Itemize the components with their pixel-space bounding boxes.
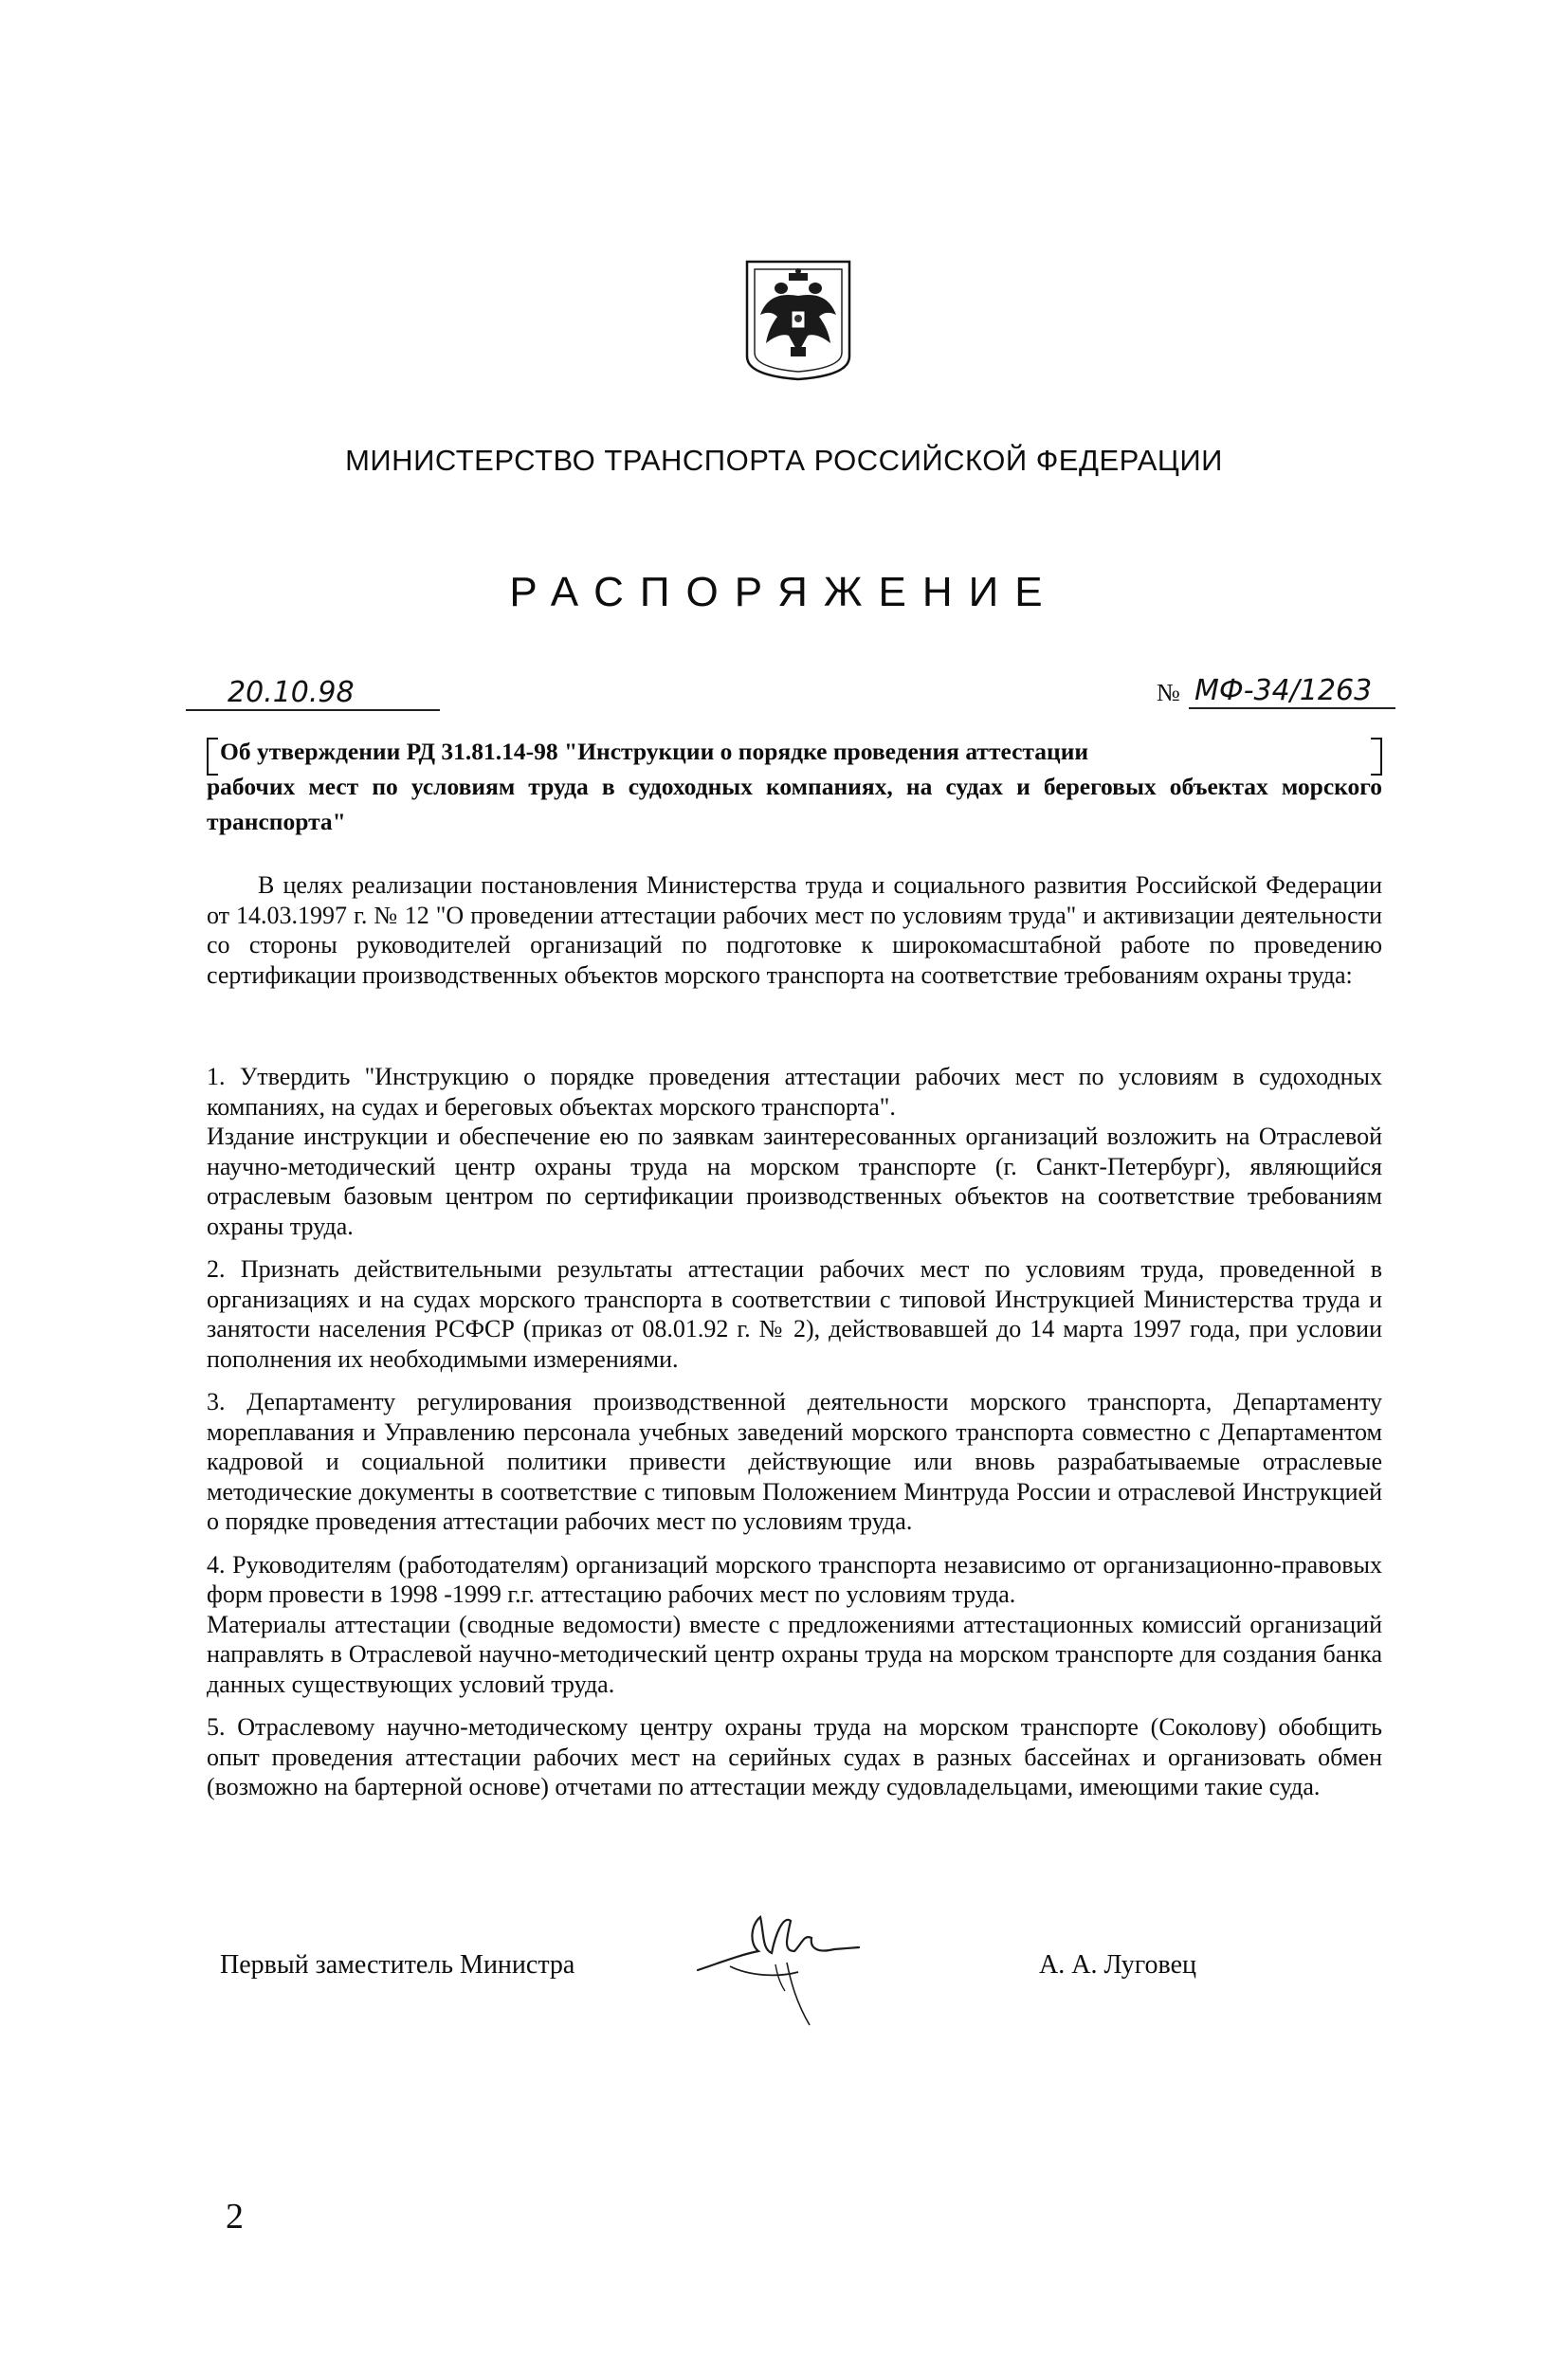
handwritten-signature bbox=[692, 1896, 872, 2034]
item-4-text-continued: Материалы аттестации (сводные ведомости) вместе с предложениями аттестационных комиссий организаций направлять в Отраслевой научно-методический центр охраны труда на морском транспорте для создания банка данных существующих условий труда. bbox=[207, 1610, 1382, 1698]
item-3-text: 3. Департаменту регулирования производственной деятельности морского транспорта, Департаменту мореплавания и Управлению персонала учебных заведений морского транспорта совместно с Департаментом кадровой и социальной политики привести действующие или вновь разрабатываемые отраслевые методические документы в соответствие с типовым Положением Минтруда России и отраслевой Инструкцией о порядке проведения аттестации рабочих мест по условиям труда. bbox=[207, 1388, 1382, 1535]
subject-line-1: Об утверждении РД 31.81.14-98 "Инструкции о порядке проведения аттестации bbox=[220, 738, 1089, 765]
order-item-3 bbox=[207, 1387, 1382, 1537]
order-subject bbox=[207, 734, 1382, 839]
coat-of-arms-emblem bbox=[739, 258, 857, 383]
document-number-field bbox=[1157, 669, 1395, 709]
item-5-text: 5. Отраслевому научно-методическому центру охраны труда на морском транспорте (Соколову) обобщить опыт проведения аттестации рабочих мест на серийных судах в разных бассейнах и организовать обмен (возможно на бартерной основе) отчетами по аттестации между судовладельцами, имеющими такие суда. bbox=[207, 1713, 1382, 1800]
order-items bbox=[207, 1062, 1382, 1802]
preamble-paragraph: В целях реализации постановления Министерства труда и социального развития Российской Федерации от 14.03.1997 г. № 12 "О проведении аттестации рабочих мест по условиям труда" и активизации деятельности со стороны руководителей организаций по подготовке к широкомасштабной работе по проведению сертификации производственных объектов морского транспорта на соответствие требованиям охраны труда: bbox=[207, 871, 1382, 989]
handwritten-number: МФ-34/1263 bbox=[1194, 674, 1373, 707]
order-item-4 bbox=[207, 1550, 1382, 1700]
signatory-title: Первый заместитель Министра bbox=[220, 1950, 575, 1980]
number-line bbox=[1189, 669, 1395, 709]
ministry-title: МИНИСТЕРСТВО ТРАНСПОРТА РОССИЙСКОЙ ФЕДЕРАЦИИ bbox=[345, 444, 1223, 477]
date-field bbox=[186, 669, 440, 711]
item-4-text: 4. Руководителям (работодателям) организаций морского транспорта независимо от организационно-правовых форм провести в 1998 -1999 г.г. аттестацию рабочих мест по условиям труда. bbox=[207, 1550, 1382, 1608]
signatory-name: А. А. Луговец bbox=[1039, 1950, 1196, 1980]
order-item-5 bbox=[207, 1712, 1382, 1802]
number-sign: № bbox=[1157, 679, 1180, 706]
order-item-1 bbox=[207, 1062, 1382, 1241]
handwritten-date: 20.10.98 bbox=[228, 676, 355, 709]
document-type-heading: РАСПОРЯЖЕНИЕ bbox=[509, 569, 1059, 615]
subject-line-rest: рабочих мест по условиям труда в судоходных компаниях, на судах и береговых объектах морского транспорта" bbox=[207, 773, 1382, 835]
item-1-text: 1. Утвердить "Инструкцию о порядке проведения аттестации рабочих мест по условиям в судоходных компаниях, на судах и береговых объектах морского транспорта". bbox=[207, 1063, 1382, 1121]
item-2-text: 2. Признать действительными результаты аттестации рабочих мест по условиям труда, проведенной в организациях и на судах морского транспорта в соответствии с типовой Инструкцией Министерства труда и занятости населения РСФСР (приказ от 08.01.92 г. № 2), действовавшей до 14 марта 1997 года, при условии пополнения их необходимыми измерениями. bbox=[207, 1255, 1382, 1373]
item-1-text-continued: Издание инструкции и обеспечение ею по заявкам заинтересованных организаций возложить на Отраслевой научно-методический центр охраны труда на морском транспорте (г. Санкт-Петербург), являющийся отраслевым базовым центром по сертификации производственных объектов на соответствие требованиям охраны труда. bbox=[207, 1123, 1382, 1240]
order-item-2 bbox=[207, 1254, 1382, 1374]
page-number: 2 bbox=[226, 2197, 244, 2237]
